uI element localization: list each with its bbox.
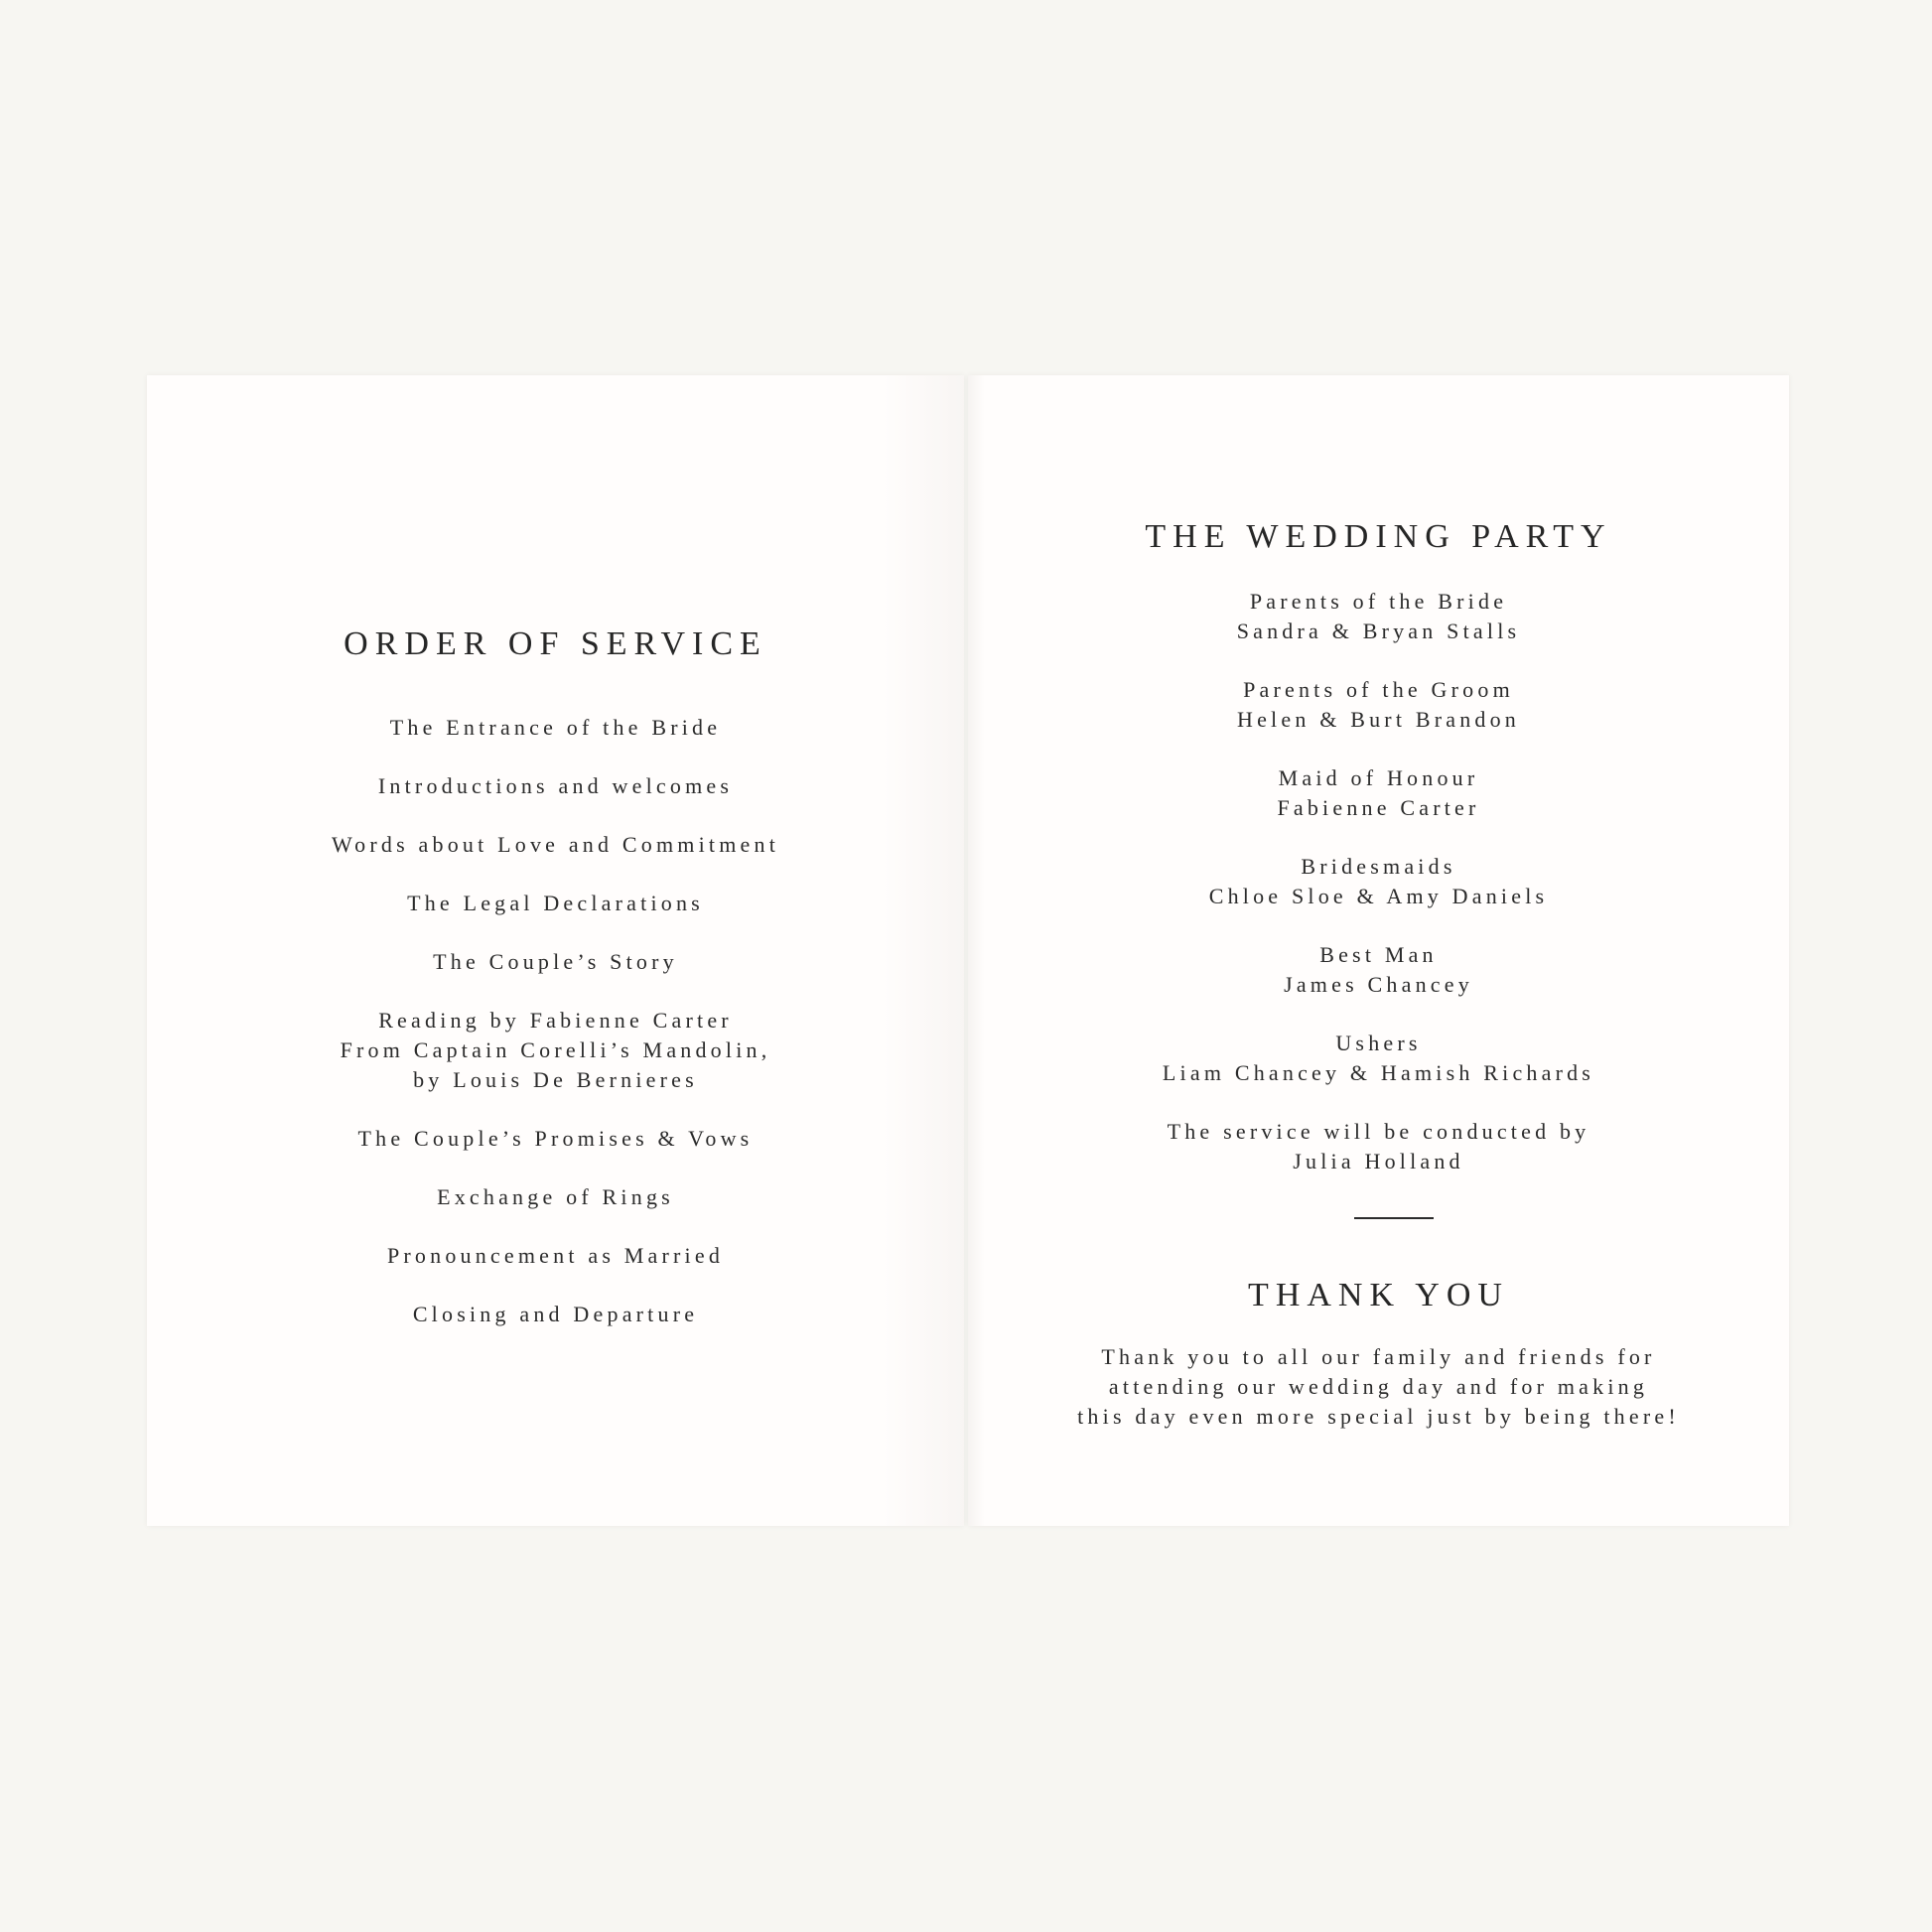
party-role: Ushers xyxy=(1335,1031,1422,1055)
service-item xyxy=(147,771,964,801)
service-item-reading xyxy=(147,1006,964,1095)
wedding-party-list xyxy=(968,587,1789,1205)
party-role: Parents of the Groom xyxy=(1243,677,1514,702)
service-item-line: From Captain Corelli’s Mandolin, xyxy=(340,1037,771,1062)
service-item xyxy=(147,889,964,918)
service-item xyxy=(147,713,964,743)
party-item xyxy=(968,763,1789,823)
service-item-line: Reading by Fabienne Carter xyxy=(378,1008,733,1033)
right-page xyxy=(968,375,1789,1526)
party-item xyxy=(968,1029,1789,1088)
party-role: Maid of Honour xyxy=(1278,765,1479,790)
service-item xyxy=(147,947,964,977)
service-item xyxy=(147,1124,964,1154)
party-names: Chloe Sloe & Amy Daniels xyxy=(1208,884,1549,908)
service-item xyxy=(147,1182,964,1212)
service-item-line: The Entrance of the Bride xyxy=(389,715,722,740)
service-item-line: Closing and Departure xyxy=(412,1302,699,1326)
wedding-party-title: THE WEDDING PARTY xyxy=(1145,518,1612,555)
thank-you-line: Thank you to all our family and friends for xyxy=(1101,1344,1656,1369)
left-page xyxy=(147,375,964,1526)
party-role: Parents of the Bride xyxy=(1249,589,1508,614)
thank-you-line: attending our wedding day and for making xyxy=(1108,1374,1649,1399)
order-of-service-title: ORDER OF SERVICE xyxy=(344,625,767,662)
service-item xyxy=(147,1241,964,1271)
thank-you-title: THANK YOU xyxy=(1248,1277,1509,1313)
service-item-line: The Couple’s Story xyxy=(433,949,678,974)
thank-you-message xyxy=(968,1342,1789,1432)
party-role: The service will be conducted by xyxy=(1167,1119,1590,1144)
section-divider xyxy=(1354,1217,1434,1219)
party-item xyxy=(968,940,1789,1000)
service-item-line: Pronouncement as Married xyxy=(386,1243,725,1268)
program-spread xyxy=(147,375,1789,1526)
service-item-line: Exchange of Rings xyxy=(437,1184,674,1209)
party-item xyxy=(968,675,1789,735)
party-role: Best Man xyxy=(1319,942,1438,967)
service-item-line: Words about Love and Commitment xyxy=(331,832,780,857)
thank-you-line: this day even more special just by being there! xyxy=(1077,1404,1680,1429)
service-item-line: The Couple’s Promises & Vows xyxy=(357,1126,754,1151)
party-names: Fabienne Carter xyxy=(1277,795,1480,820)
service-item-line: Introductions and welcomes xyxy=(377,773,734,798)
party-item xyxy=(968,852,1789,911)
service-list xyxy=(147,713,964,1358)
service-item xyxy=(147,1300,964,1329)
party-role: Bridesmaids xyxy=(1301,854,1456,879)
service-item-line: The Legal Declarations xyxy=(407,891,704,915)
service-item xyxy=(147,830,964,860)
party-item-officiant xyxy=(968,1117,1789,1176)
party-names: Sandra & Bryan Stalls xyxy=(1236,619,1521,643)
service-item-line: by Louis De Bernieres xyxy=(413,1067,698,1092)
party-names: Helen & Burt Brandon xyxy=(1236,707,1521,732)
party-names: James Chancey xyxy=(1284,972,1473,997)
party-names: Julia Holland xyxy=(1293,1149,1464,1173)
party-names: Liam Chancey & Hamish Richards xyxy=(1162,1060,1595,1085)
party-item xyxy=(968,587,1789,646)
